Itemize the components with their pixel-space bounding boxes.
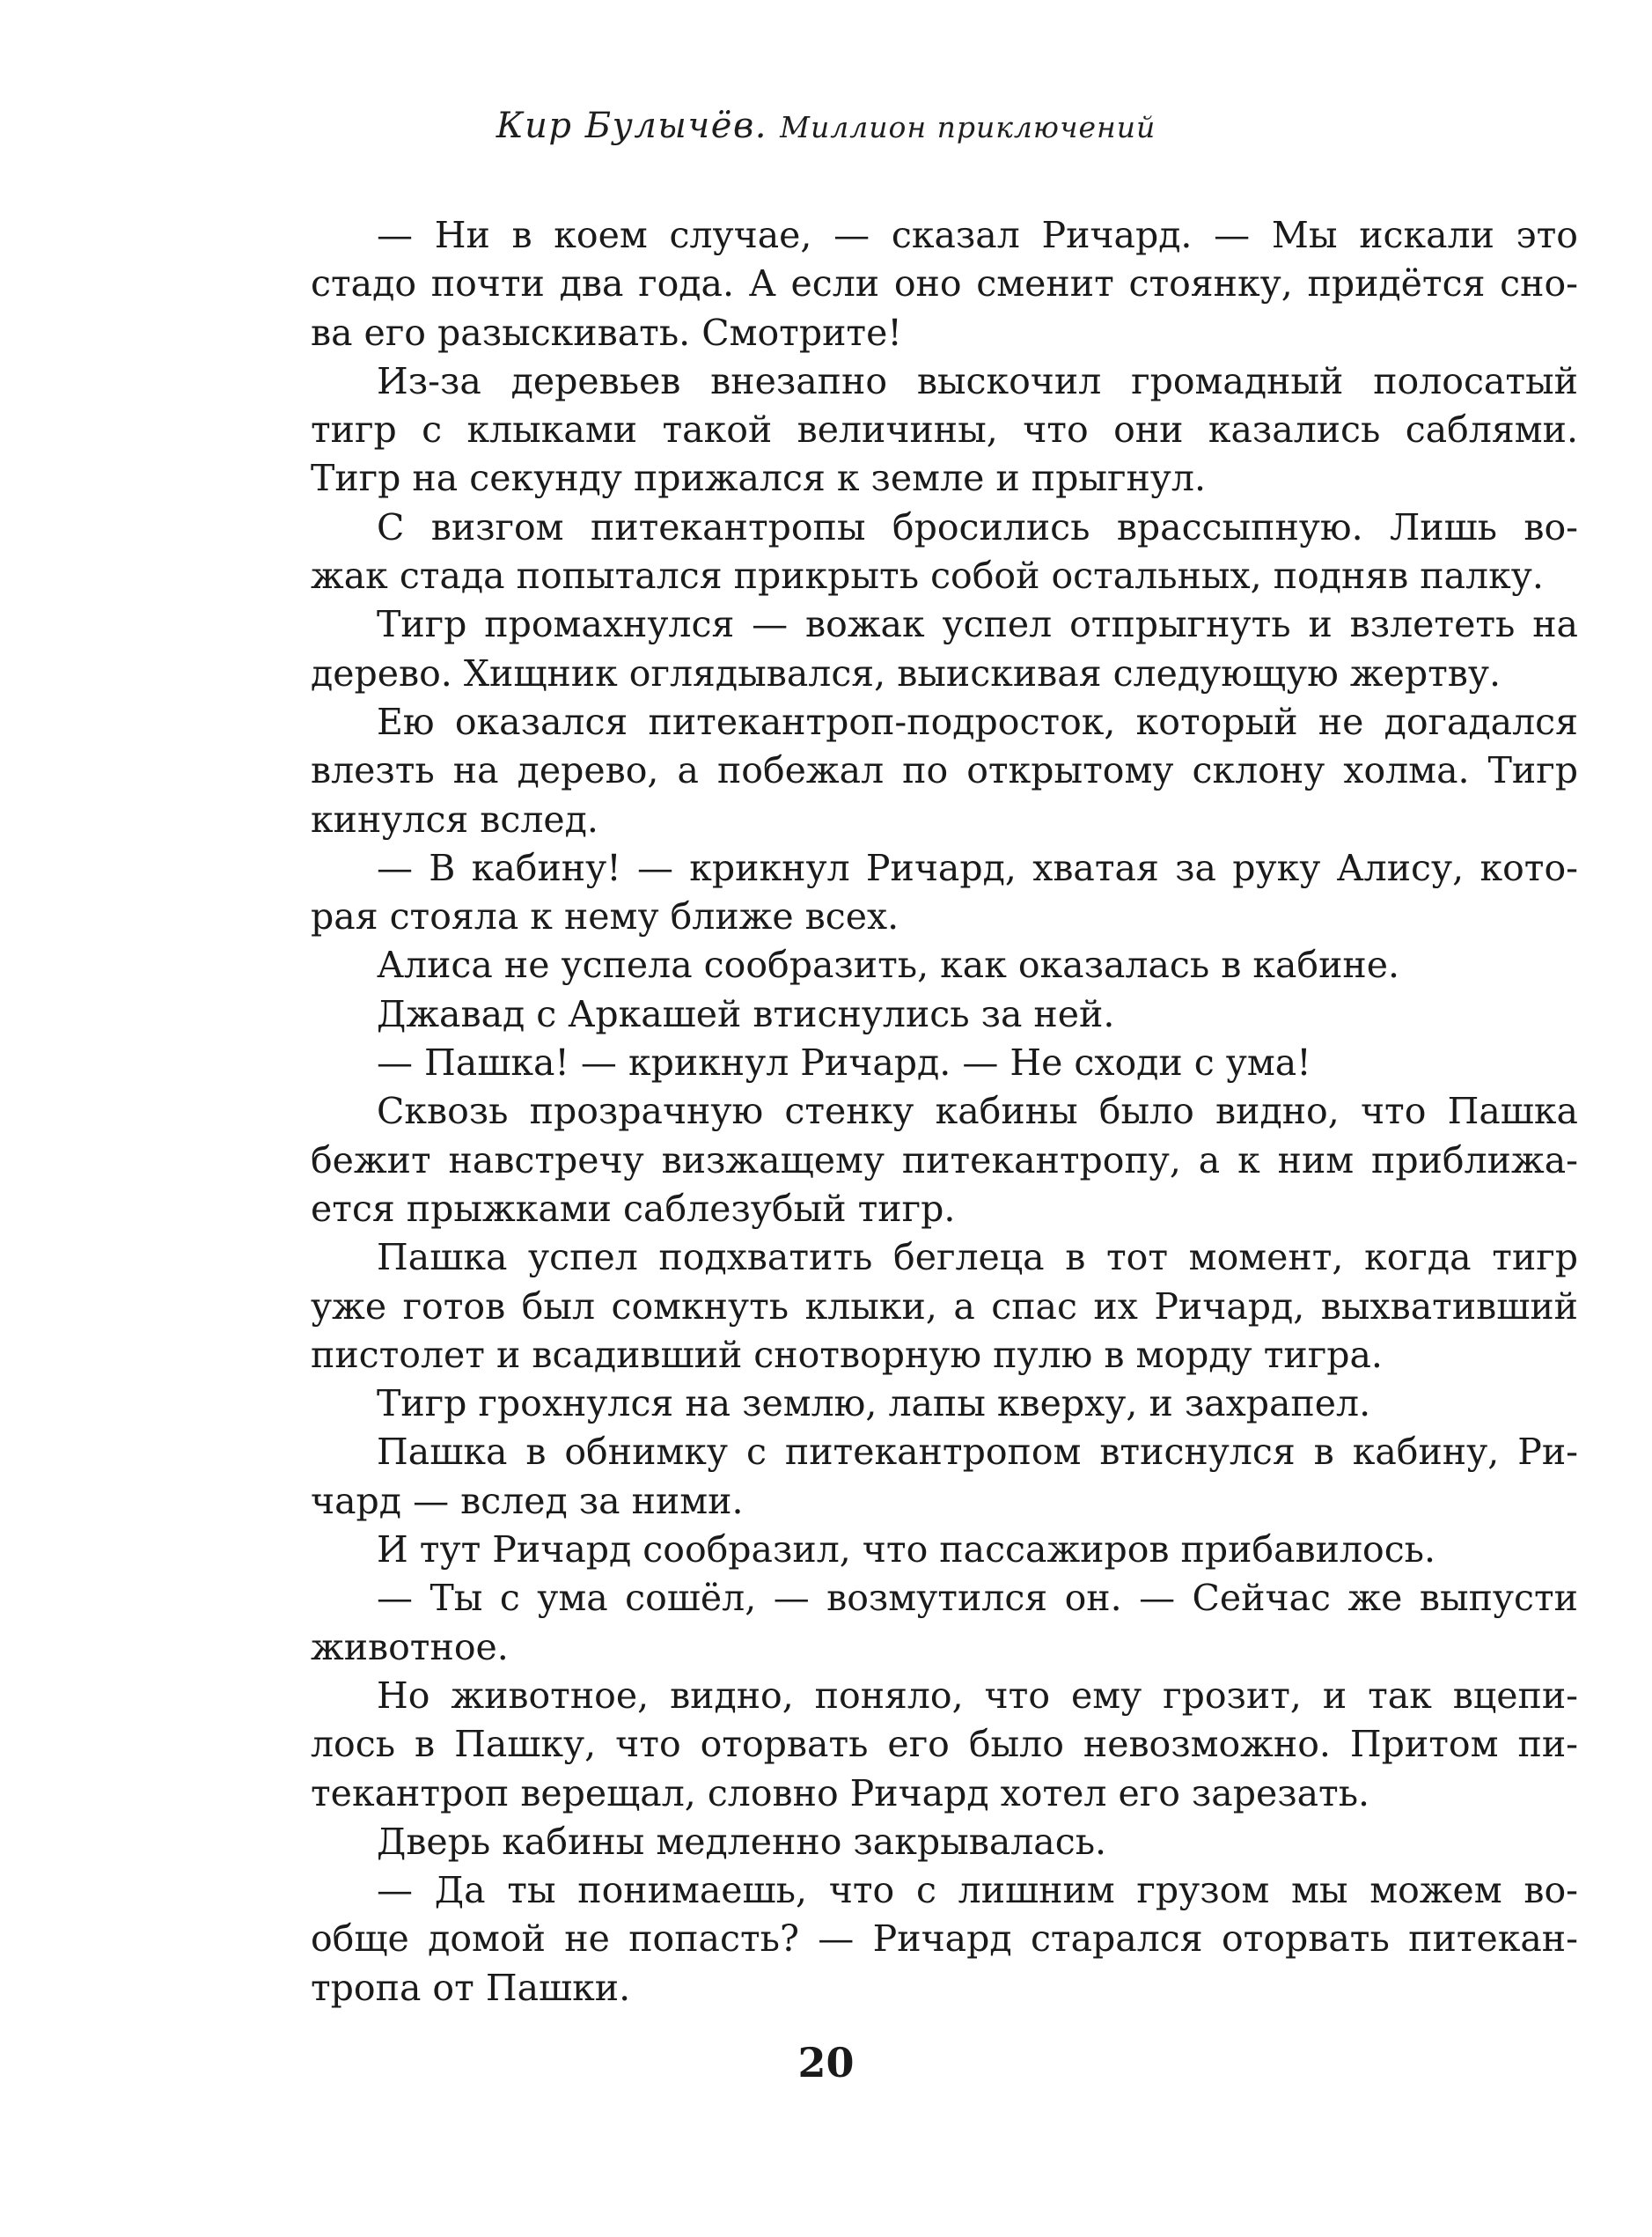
text-line: рая стояла к нему ближе всех. xyxy=(311,895,899,938)
text-line: жак стада попытался прикрыть собой остальных, подняв палку. xyxy=(311,555,1544,598)
text-line: Тигр промахнулся — вожак успел отпрыгнуть и взлететь на xyxy=(377,603,1578,646)
text-line: Алиса не успела сообразить, как оказалась в кабине. xyxy=(377,944,1400,987)
text-line: — Ты с ума сошёл, — возмутился он. — Сейчас же выпусти xyxy=(377,1577,1578,1620)
text-line: — Да ты понимаешь, что с лишним грузом мы можем во- xyxy=(377,1869,1578,1912)
text-line: тигр с клыками такой величины, что они казались саблями. xyxy=(311,408,1578,452)
text-line: чард — вслед за ними. xyxy=(311,1479,744,1522)
running-head-author: Кир Булычёв. xyxy=(496,106,767,146)
text-line: Тигр на секунду прижался к земле и прыгнул. xyxy=(311,457,1206,500)
text-line: бежит навстречу визжащему питекантропу, а к ним приближа- xyxy=(311,1138,1578,1181)
text-line: пистолет и всадивший снотворную пулю в морду тигра. xyxy=(311,1333,1383,1376)
text-line: уже готов был сомкнуть клыки, а спас их Ричард, выхвативший xyxy=(311,1284,1578,1328)
text-line: Сквозь прозрачную стенку кабины было видно, что Пашка xyxy=(377,1090,1578,1133)
text-line: Из-за деревьев внезапно выскочил громадный полосатый xyxy=(377,359,1578,402)
running-head-title: Миллион приключений xyxy=(780,110,1156,144)
text-line: Дверь кабины медленно закрывалась. xyxy=(377,1820,1107,1863)
text-line: обще домой не попасть? — Ричард старался оторвать питекан- xyxy=(311,1917,1578,1961)
text-line: Джавад с Аркашей втиснулись за ней. xyxy=(377,992,1115,1035)
text-line: текантроп верещал, словно Ричард хотел его зарезать. xyxy=(311,1771,1370,1814)
text-line: животное. xyxy=(311,1625,509,1668)
text-line: ва его разыскивать. Смотрите! xyxy=(311,311,902,354)
text-line: тропа от Пашки. xyxy=(311,1966,631,2009)
text-line: дерево. Хищник оглядывался, выискивая следующую жертву. xyxy=(311,651,1501,695)
text-line: Пашка успел подхватить беглеца в тот момент, когда тигр xyxy=(377,1236,1578,1279)
text-line: влезть на дерево, а побежал по открытому склону холма. Тигр xyxy=(311,749,1578,792)
text-line: ется прыжками саблезубый тигр. xyxy=(311,1187,956,1230)
text-line: — Ни в коем случае, — сказал Ричард. — Мы искали это xyxy=(377,214,1578,256)
text-line: Ею оказался питекантроп-подросток, который не догадался xyxy=(377,700,1578,743)
text-line: Тигр грохнулся на землю, лапы кверху, и захрапел. xyxy=(377,1382,1371,1425)
text-line: стадо почти два года. А если оно сменит стоянку, придётся сно- xyxy=(311,262,1578,305)
body-text xyxy=(311,211,1578,2013)
page-number: 20 xyxy=(797,2039,855,2086)
text-line: Пашка в обнимку с питекантропом втиснулся в кабину, Ри- xyxy=(377,1431,1578,1474)
text-line: — Пашка! — крикнул Ричард. — Не сходи с ума! xyxy=(377,1041,1311,1085)
running-head xyxy=(0,106,1652,146)
text-line: С визгом питекантропы бросились врассыпную. Лишь во- xyxy=(377,505,1578,548)
text-line: И тут Ричард сообразил, что пассажиров прибавилось. xyxy=(377,1528,1436,1571)
text-line: кинулся вслед. xyxy=(311,798,598,841)
text-line: лось в Пашку, что оторвать его было невозможно. Притом пи- xyxy=(311,1723,1578,1766)
text-line: — В кабину! — крикнул Ричард, хватая за руку Алису, кото- xyxy=(377,846,1578,889)
text-line: Но животное, видно, поняло, что ему грозит, и так вцепи- xyxy=(377,1674,1578,1717)
